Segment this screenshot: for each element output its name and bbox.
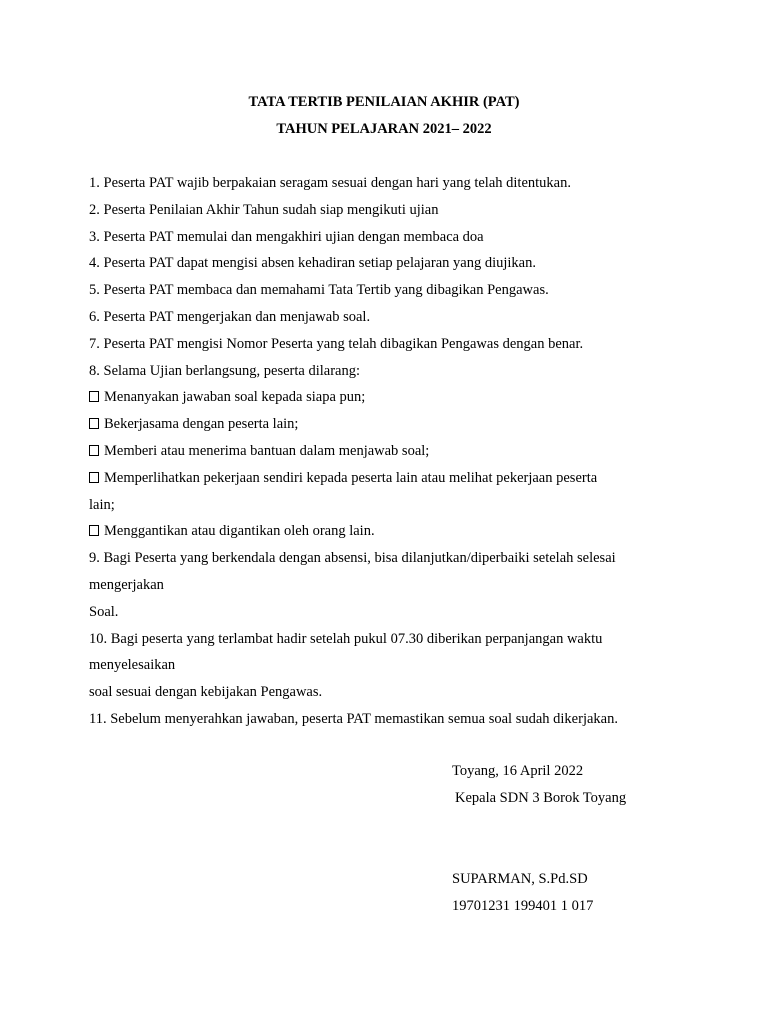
rule-bullet-item xyxy=(89,521,689,548)
document-title: TATA TERTIB PENILAIAN AKHIR (PAT) xyxy=(248,94,520,110)
rule-line xyxy=(89,575,689,602)
rule-text: Bekerjasama dengan peserta lain; xyxy=(104,416,299,433)
signature-position: Kepala SDN 3 Borok Toyang xyxy=(455,790,627,806)
signature-nip: 19701231 199401 1 017 xyxy=(452,898,594,914)
rule-line xyxy=(89,227,689,254)
rule-line xyxy=(89,334,689,361)
rule-line xyxy=(89,709,689,736)
rule-text: mengerjakan xyxy=(89,576,164,593)
rule-line xyxy=(89,307,689,334)
rule-text: Memperlihatkan pekerjaan sendiri kepada peserta lain atau melihat pekerjaan peserta xyxy=(104,469,598,486)
bullet-box-icon xyxy=(89,391,99,402)
rule-text: Memberi atau menerima bantuan dalam menjawab soal; xyxy=(104,442,430,459)
rules-list xyxy=(89,173,689,736)
rule-text: soal sesuai dengan kebijakan Pengawas. xyxy=(89,684,323,701)
rule-text: Menanyakan jawaban soal kepada siapa pun; xyxy=(104,389,366,406)
rule-text: 1. Peserta PAT wajib berpakaian seragam sesuai dengan hari yang telah ditentukan. xyxy=(89,175,571,191)
rule-line xyxy=(89,200,689,227)
rule-line xyxy=(89,655,689,682)
rule-bullet-item xyxy=(89,441,689,468)
rule-line xyxy=(89,629,689,656)
rule-text: 4. Peserta PAT dapat mengisi absen kehadiran setiap pelajaran yang diujikan. xyxy=(89,255,536,272)
rule-text: Menggantikan atau digantikan oleh orang lain. xyxy=(104,523,375,540)
rule-bullet-item xyxy=(89,468,689,495)
rule-text: Soal. xyxy=(89,603,119,620)
signature-name: SUPARMAN, S.Pd.SD xyxy=(452,871,588,887)
rule-text: 8. Selama Ujian berlangsung, peserta dilarang: xyxy=(89,362,360,379)
rule-line xyxy=(89,253,689,280)
rule-line xyxy=(89,548,689,575)
rule-text: menyelesaikan xyxy=(89,657,176,674)
rule-bullet-item xyxy=(89,414,689,441)
rule-line xyxy=(89,602,689,629)
rule-text: 6. Peserta PAT mengerjakan dan menjawab soal. xyxy=(89,308,371,325)
rule-line xyxy=(89,495,689,522)
bullet-box-icon xyxy=(89,418,99,429)
rule-text: 7. Peserta PAT mengisi Nomor Peserta yang telah dibagikan Pengawas dengan benar. xyxy=(89,335,584,352)
rule-text: 9. Bagi Peserta yang berkendala dengan absensi, bisa dilanjutkan/diperbaiki setelah selesai xyxy=(89,550,616,567)
signature-place-date: Toyang, 16 April 2022 xyxy=(452,763,584,779)
rule-text: 10. Bagi peserta yang terlambat hadir setelah pukul 07.30 diberikan perpanjangan waktu xyxy=(89,630,603,647)
rule-text: 3. Peserta PAT memulai dan mengakhiri ujian dengan membaca doa xyxy=(89,228,484,245)
rule-line xyxy=(89,682,689,709)
rule-text: 2. Peserta Penilaian Akhir Tahun sudah siap mengikuti ujian xyxy=(89,201,439,218)
rule-bullet-item xyxy=(89,387,689,414)
bullet-box-icon xyxy=(89,472,99,483)
document-subtitle: TAHUN PELAJARAN 2021– 2022 xyxy=(276,121,492,137)
rule-text: lain; xyxy=(89,496,115,513)
rule-line xyxy=(89,173,689,200)
rule-line xyxy=(89,361,689,388)
rule-text: 5. Peserta PAT membaca dan memahami Tata Tertib yang dibagikan Pengawas. xyxy=(89,282,549,299)
rule-line xyxy=(89,280,689,307)
rule-text: 11. Sebelum menyerahkan jawaban, peserta PAT memastikan semua soal sudah dikerjakan. xyxy=(89,710,618,727)
bullet-box-icon xyxy=(89,445,99,456)
bullet-box-icon xyxy=(89,525,99,536)
